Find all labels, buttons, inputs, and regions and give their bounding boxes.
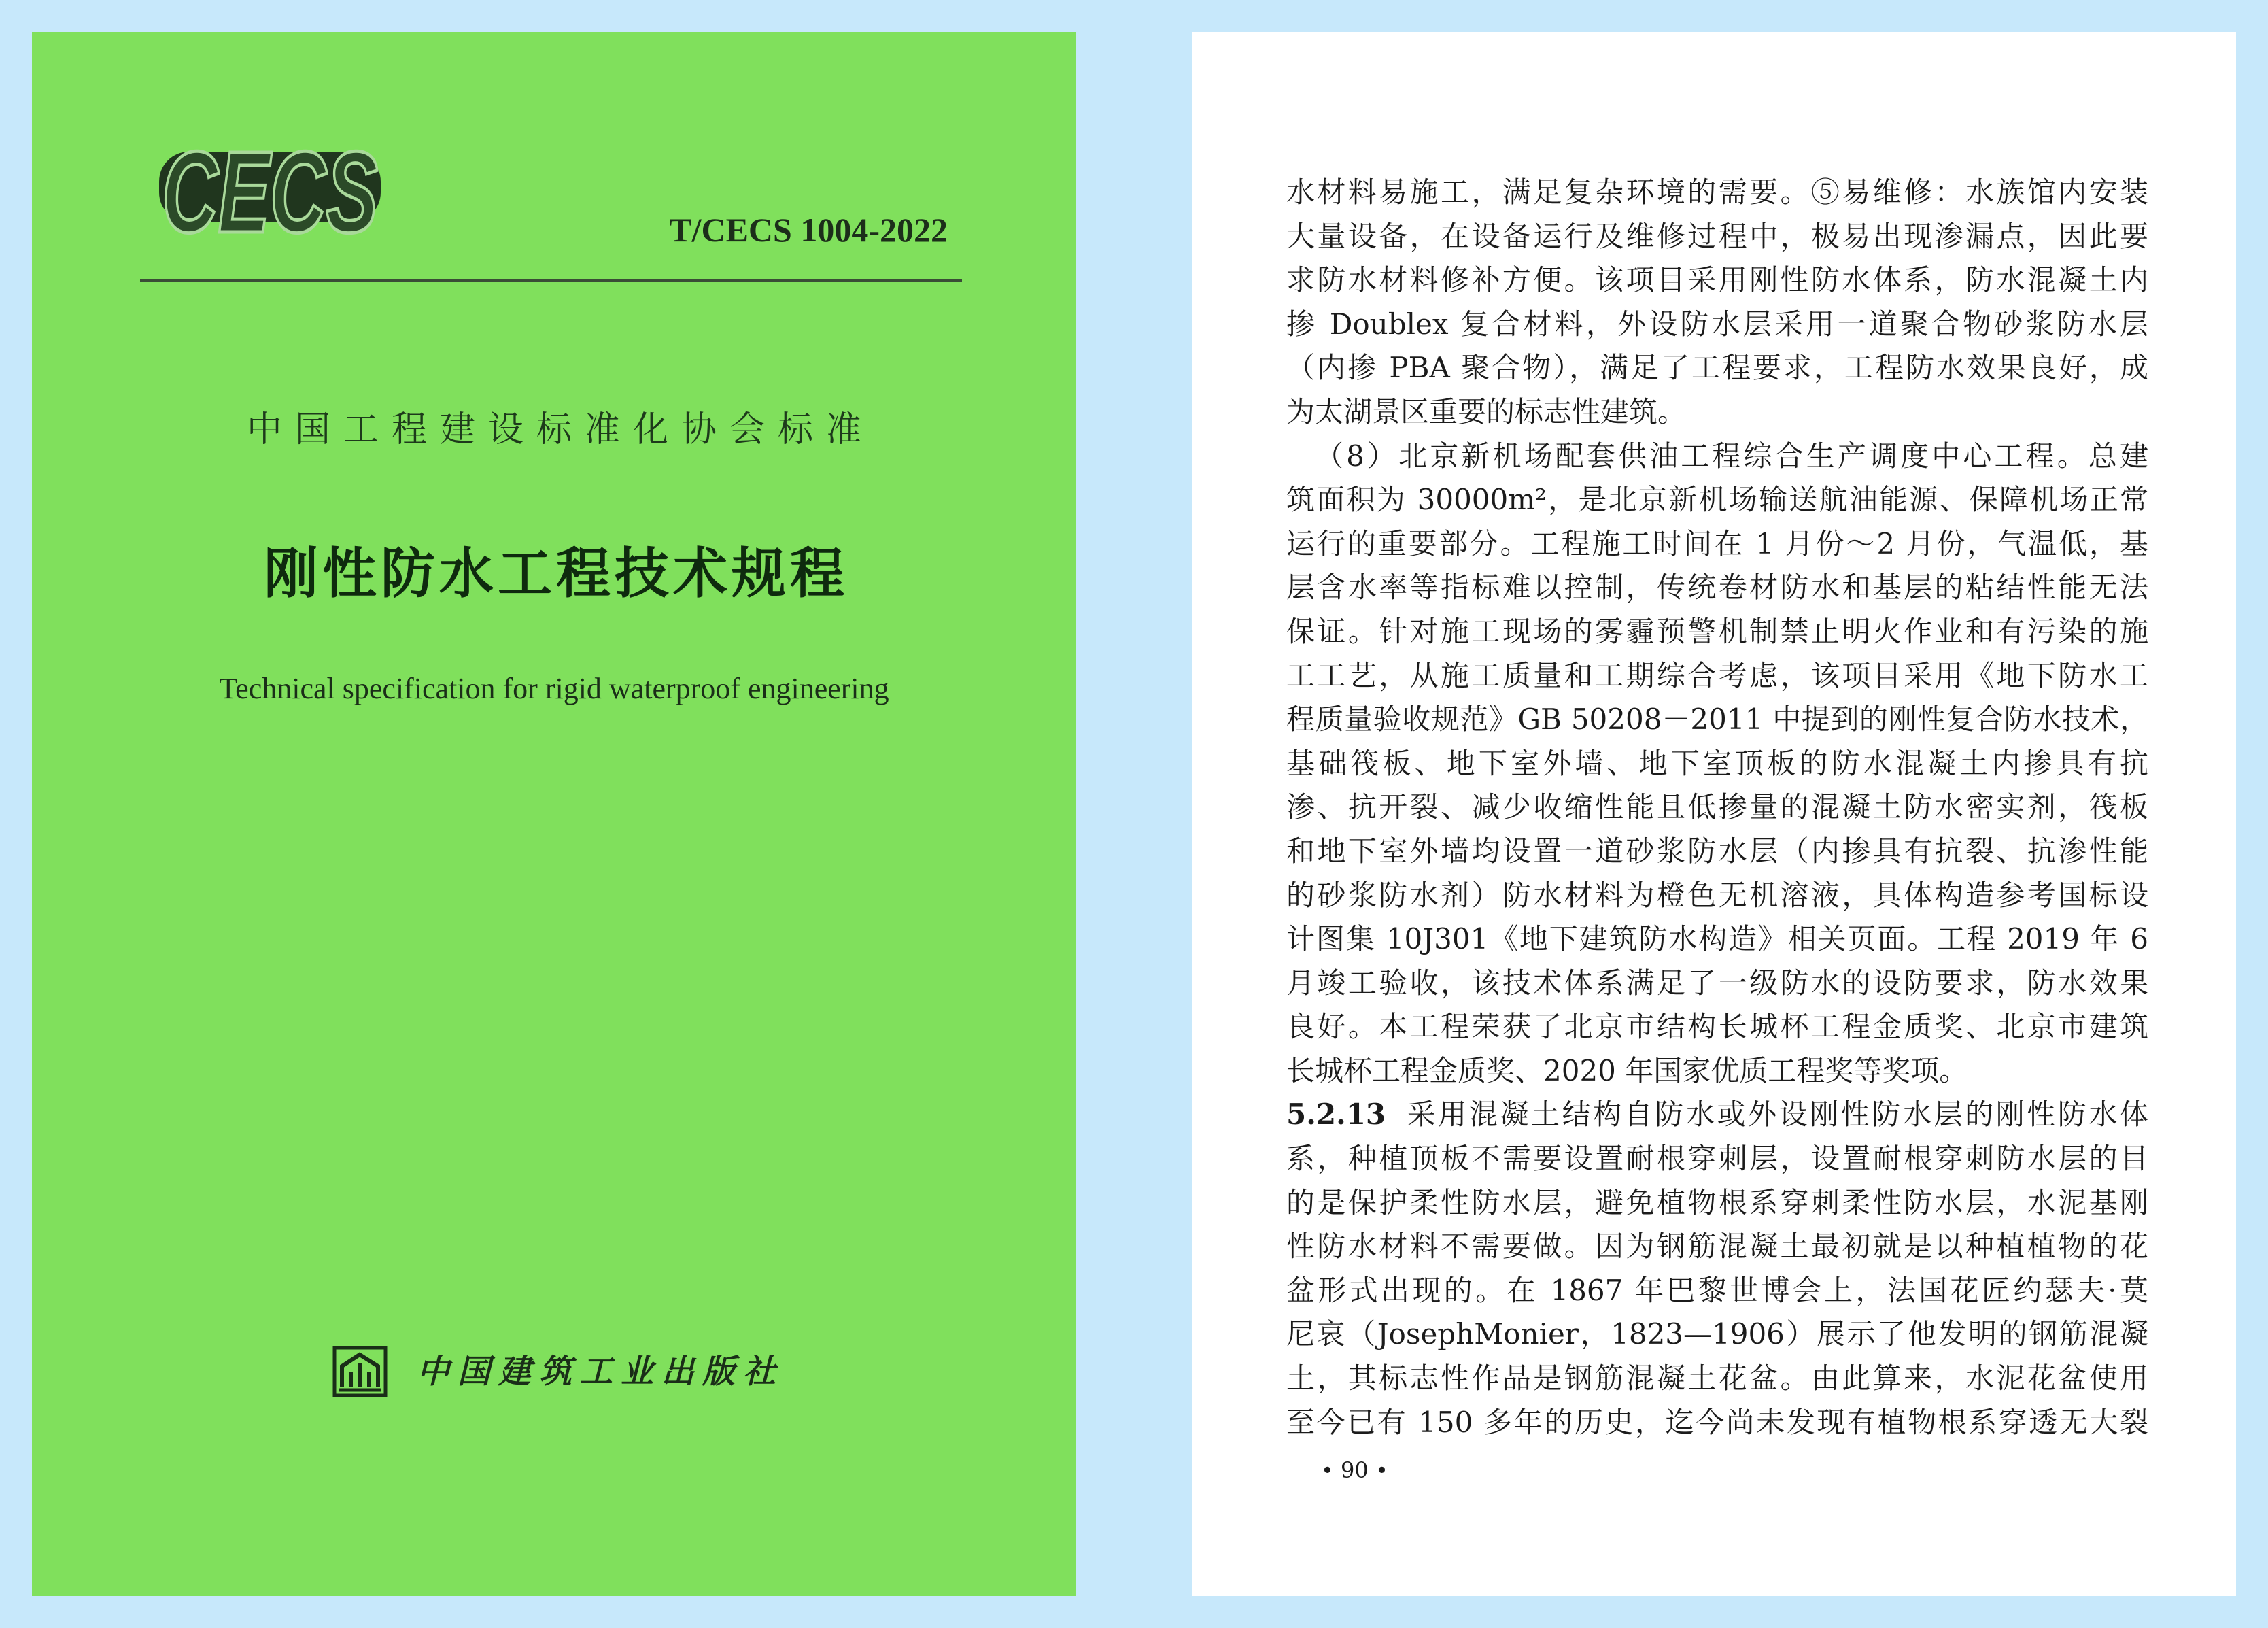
standard-number: T/CECS 1004-2022 (669, 211, 948, 249)
book-title-en: Technical specification for rigid waterproof engineering (219, 672, 889, 705)
text-line: （8）北京新机场配套供油工程综合生产调度中心工程。总建 (1315, 439, 2148, 473)
text-line: 程质量验收规范》GB 50208－2011 中提到的刚性复合防水技术， (1286, 702, 2148, 736)
text-line: 运行的重要部分。工程施工时间在 1 月份～2 月份，气温低，基 (1286, 526, 2148, 560)
text-line: 系，种植顶板不需要设置耐根穿刺层，设置耐根穿刺防水层的目 (1286, 1142, 2148, 1176)
text-line: 层含水率等指标难以控制，传统卷材防水和基层的粘结性能无法 (1286, 571, 2148, 605)
section-line-text: 采用混凝土结构自防水或外设刚性防水层的刚性防水体 (1405, 1098, 2148, 1132)
book-page (1192, 32, 2236, 1596)
text-line: 计图集 10J301《地下建筑防水构造》相关页面。工程 2019 年 6 (1286, 922, 2148, 956)
text-line: 尼哀（JosephMonier，1823—1906）展示了他发明的钢筋混凝 (1286, 1317, 2148, 1351)
text-line: 为太湖景区重要的标志性建筑。 (1286, 394, 1687, 428)
text-line: 筑面积为 30000m²，是北京新机场输送航油能源、保障机场正常 (1286, 483, 2148, 517)
building-emblem-icon (332, 1346, 388, 1397)
text-line: 至今已有 150 多年的历史，迄今尚未发现有植物根系穿透无大裂 (1286, 1405, 2148, 1439)
text-line: 土，其标志性作品是钢筋混凝土花盆。由此算来，水泥花盆使用 (1286, 1361, 2148, 1395)
text-line: 月竣工验收，该技术体系满足了一级防水的设防要求，防水效果 (1286, 966, 2148, 1000)
text-line: 盆形式出现的。在 1867 年巴黎世博会上，法国花匠约瑟夫·莫 (1286, 1273, 2148, 1307)
text-line: 水材料易施工，满足复杂环境的需要。⑤易维修：水族馆内安装 (1286, 175, 2148, 209)
text-line: 的砂浆防水剂）防水材料为橙色无机溶液，具体构造参考国标设 (1286, 878, 2148, 912)
text-line: 基础筏板、地下室外墙、地下室顶板的防水混凝土内掺具有抗 (1286, 746, 2148, 780)
publisher-name: 中国建筑工业出版社 (417, 1353, 785, 1391)
text-line: 掺 Doublex 复合材料，外设防水层采用一道聚合物砂浆防水层 (1286, 307, 2148, 341)
text-line: 良好。本工程荣获了北京市结构长城杯工程金质奖、北京市建筑 (1286, 1010, 2148, 1044)
cecs-logo (156, 123, 383, 257)
section-number: 5.2.13 (1286, 1098, 1386, 1132)
book-title-zh: 刚性防水工程技术规程 (264, 542, 848, 605)
standard-category: 中国工程建设标准化协会标准 (246, 409, 874, 450)
text-line: 求防水材料修补方便。该项目采用刚性防水体系，防水混凝土内 (1286, 263, 2148, 297)
text-line: 大量设备，在设备运行及维修过程中，极易出现渗漏点，因此要 (1286, 219, 2148, 253)
text-line: 的是保护柔性防水层，避免植物根系穿刺柔性防水层，水泥基刚 (1286, 1185, 2148, 1219)
text-line: 渗、抗开裂、减少收缩性能且低掺量的混凝土防水密实剂，筏板 (1286, 790, 2148, 824)
page-body (1286, 171, 2148, 1444)
text-line: 性防水材料不需要做。因为钢筋混凝土最初就是以种植植物的花 (1286, 1230, 2148, 1264)
text-line: 工工艺，从施工质量和工期综合考虑，该项目采用《地下防水工 (1286, 658, 2148, 692)
book-cover (32, 32, 1076, 1596)
cover-divider (140, 279, 962, 282)
text-line: 保证。针对施工现场的雾霾预警机制禁止明火作业和有污染的施 (1286, 614, 2148, 648)
cecs-logo-text: CECS (162, 128, 378, 257)
section-line (1286, 1093, 2148, 1137)
text-line: 长城杯工程金质奖、2020 年国家优质工程奖等奖项。 (1286, 1053, 1968, 1087)
text-line: 和地下室外墙均设置一道砂浆防水层（内掺具有抗裂、抗渗性能 (1286, 834, 2148, 868)
text-line: （内掺 PBA 聚合物），满足了工程要求，工程防水效果良好，成 (1286, 351, 2148, 385)
page-number: • 90 • (1321, 1457, 1388, 1483)
